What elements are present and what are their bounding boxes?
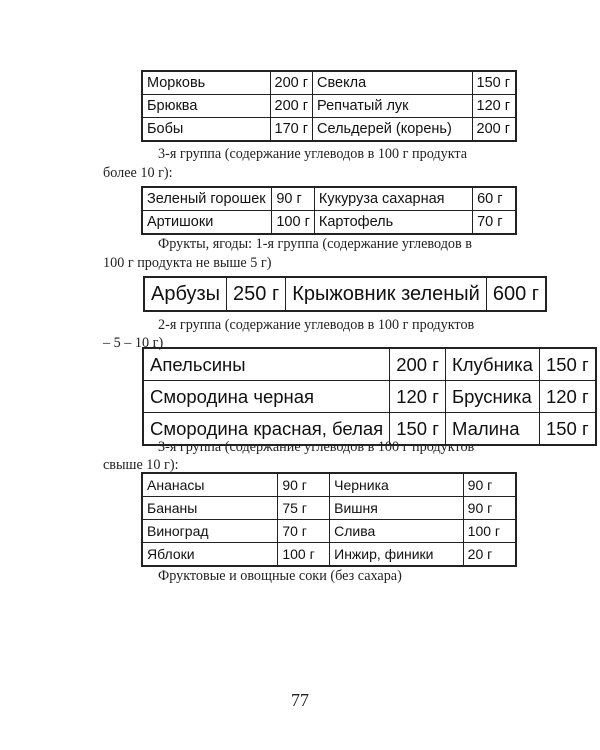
table-row bbox=[143, 348, 596, 381]
product-name: Свекла bbox=[313, 71, 472, 95]
product-name: Виноград bbox=[142, 520, 278, 543]
product-name: Смородина черная bbox=[143, 381, 390, 413]
product-name: Морковь bbox=[142, 71, 270, 95]
product-name: Репчатый лук bbox=[313, 95, 472, 118]
product-amount: 170 г bbox=[270, 118, 313, 142]
product-name: Слива bbox=[330, 520, 464, 543]
product-amount: 150 г bbox=[539, 413, 595, 446]
fruits-group1-table bbox=[143, 276, 547, 312]
product-amount: 120 г bbox=[390, 381, 446, 413]
product-amount: 200 г bbox=[270, 95, 313, 118]
product-name: Малина bbox=[445, 413, 539, 446]
vegetables-group2-table bbox=[141, 70, 517, 142]
table-row bbox=[142, 473, 516, 497]
product-amount: 250 г bbox=[227, 277, 286, 311]
product-amount: 100 г bbox=[463, 520, 516, 543]
product-name: Картофель bbox=[314, 211, 472, 235]
paragraph-line: – 5 – 10 г) bbox=[103, 335, 164, 351]
product-amount: 75 г bbox=[278, 497, 330, 520]
product-name: Бананы bbox=[142, 497, 278, 520]
product-amount: 100 г bbox=[272, 211, 315, 235]
product-name: Ананасы bbox=[142, 473, 278, 497]
product-amount: 200 г bbox=[390, 348, 446, 381]
table-row bbox=[143, 381, 596, 413]
table-row bbox=[142, 211, 516, 235]
vegetables-group3-table bbox=[141, 186, 517, 235]
paragraph-line: 3-я группа (содержание углеводов в 100 г продукта bbox=[158, 146, 468, 162]
table-row bbox=[142, 520, 516, 543]
product-amount: 90 г bbox=[463, 473, 516, 497]
paragraph-line: 100 г продукта не выше 5 г) bbox=[103, 255, 272, 271]
product-name: Крыжовник зеленый bbox=[286, 277, 487, 311]
product-name: Клубника bbox=[445, 348, 539, 381]
table-row bbox=[142, 95, 516, 118]
product-name: Черника bbox=[330, 473, 464, 497]
paragraph-line: 3-я группа (содержание углеводов в 100 г продуктов bbox=[158, 439, 475, 455]
product-amount: 90 г bbox=[463, 497, 516, 520]
table-row bbox=[144, 277, 546, 311]
product-name: Кукуруза сахарная bbox=[314, 187, 472, 211]
product-amount: 90 г bbox=[272, 187, 315, 211]
product-name: Брусника bbox=[445, 381, 539, 413]
table-row bbox=[142, 118, 516, 142]
product-amount: 120 г bbox=[472, 95, 516, 118]
product-amount: 20 г bbox=[463, 543, 516, 567]
product-amount: 70 г bbox=[278, 520, 330, 543]
page-number: 77 bbox=[291, 690, 309, 710]
product-amount: 90 г bbox=[278, 473, 330, 497]
paragraph-line: Фруктовые и овощные соки (без сахара) bbox=[158, 568, 402, 584]
table-row bbox=[142, 543, 516, 567]
product-name: Бобы bbox=[142, 118, 270, 142]
paragraph-line: 2-я группа (содержание углеводов в 100 г продуктов bbox=[158, 317, 475, 333]
product-amount: 200 г bbox=[270, 71, 313, 95]
product-amount: 600 г bbox=[486, 277, 546, 311]
product-amount: 120 г bbox=[539, 381, 595, 413]
product-name: Смородина красная, белая bbox=[143, 413, 390, 446]
product-amount: 70 г bbox=[473, 211, 516, 235]
product-name: Арбузы bbox=[144, 277, 227, 311]
paragraph-line: более 10 г): bbox=[103, 165, 173, 181]
table-row bbox=[142, 497, 516, 520]
product-name: Инжир, финики bbox=[330, 543, 464, 567]
product-amount: 150 г bbox=[539, 348, 595, 381]
product-amount: 200 г bbox=[472, 118, 516, 142]
product-amount: 150 г bbox=[390, 413, 446, 446]
product-name: Зеленый горошек bbox=[142, 187, 272, 211]
table-row bbox=[142, 71, 516, 95]
product-name: Яблоки bbox=[142, 543, 278, 567]
product-amount: 100 г bbox=[278, 543, 330, 567]
fruits-group3-table bbox=[141, 472, 517, 567]
fruits-group2-table bbox=[142, 347, 597, 446]
product-name: Вишня bbox=[330, 497, 464, 520]
product-name: Артишоки bbox=[142, 211, 272, 235]
product-name: Апельсины bbox=[143, 348, 390, 381]
product-amount: 150 г bbox=[472, 71, 516, 95]
table-row bbox=[142, 187, 516, 211]
product-amount: 60 г bbox=[473, 187, 516, 211]
paragraph-line: свыше 10 г): bbox=[103, 457, 179, 473]
paragraph-line: Фрукты, ягоды: 1-я группа (содержание углеводов в bbox=[158, 236, 472, 252]
product-name: Сельдерей (корень) bbox=[313, 118, 472, 142]
product-name: Брюква bbox=[142, 95, 270, 118]
